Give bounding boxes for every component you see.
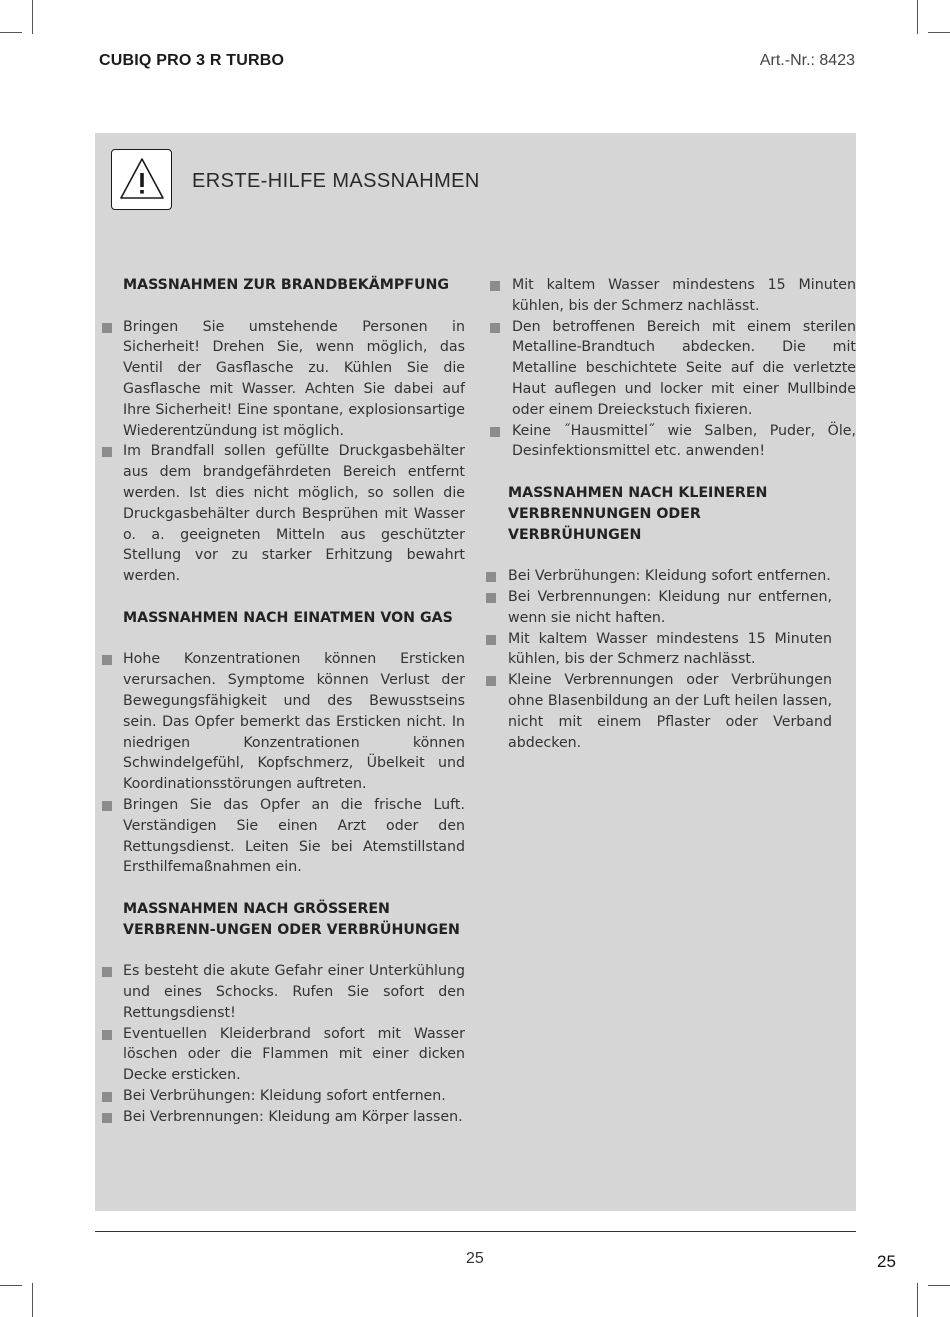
- square-bullet-icon: [486, 572, 496, 582]
- section-heading: MASSNAHMEN NACH GRÖSSEREN VERBRENN-UNGEN ODER VERBRÜHUNGEN: [123, 900, 460, 938]
- square-bullet-icon: [490, 281, 500, 291]
- article-number: Art.-Nr.: 8423: [759, 52, 855, 69]
- left-column: [123, 275, 465, 1148]
- square-bullet-icon: [102, 447, 112, 457]
- list-item: Bei Verbrühungen: Kleidung sofort entfernen.: [488, 566, 832, 587]
- section-minor-burns: [488, 483, 856, 753]
- square-bullet-icon: [102, 323, 112, 333]
- list-item: Im Brandfall sollen gefüllte Druckgasbehälter aus dem brandgefährdeten Bereich entfernt werden. Ist dies nicht möglich, so sollen die Druckgasbehälter durch Besprühen mit Wasser o. a. geeigneten Mitteln aus geschützter Stellung vor zu starker Erhitzung bewahrt werden.: [123, 441, 465, 587]
- footer-divider: [95, 1231, 856, 1232]
- section-major-burns: [123, 899, 465, 1128]
- section-major-burns-continued: [488, 275, 856, 462]
- square-bullet-icon: [102, 1092, 112, 1102]
- list-item: Mit kaltem Wasser mindestens 15 Minuten kühlen, bis der Schmerz nachlässt.: [488, 275, 856, 317]
- list-item: Hohe Konzentrationen können Ersticken verursachen. Symptome können Verlust der Bewegungsfähigkeit und des Bewusstseins sein. Das Opfer bemerkt das Ersticken nicht. In niedrigen Konzentrationen können Schwindelgefühl, Kopfschmerz, Übelkeit und Koordinationsstörungen auftreten.: [123, 649, 465, 795]
- list-item: Bei Verbrennungen: Kleidung nur entfernen, wenn sie nicht haften.: [488, 587, 832, 629]
- square-bullet-icon: [486, 676, 496, 686]
- right-column: [488, 275, 856, 774]
- list-item: Es besteht die akute Gefahr einer Unterkühlung und eines Schocks. Rufen Sie sofort den Rettungsdienst!: [123, 961, 465, 1023]
- crop-mark: [0, 1285, 22, 1286]
- list-item: Keine ˝Hausmittel˝ wie Salben, Puder, Öle, Desinfektionsmittel etc. anwenden!: [488, 421, 856, 463]
- section-heading: MASSNAHMEN ZUR BRANDBEKÄMPFUNG: [123, 277, 450, 293]
- section-heading: MASSNAHMEN NACH KLEINEREN VERBRENNUNGEN ODER VERBRÜHUNGEN: [508, 484, 768, 543]
- square-bullet-icon: [102, 1030, 112, 1040]
- square-bullet-icon: [102, 801, 112, 811]
- warning-triangle-icon: [118, 155, 166, 203]
- square-bullet-icon: [102, 1113, 112, 1123]
- crop-mark: [32, 1283, 33, 1317]
- section-fire-fighting: [123, 275, 465, 587]
- crop-mark: [32, 0, 33, 34]
- square-bullet-icon: [486, 635, 496, 645]
- product-name: CUBIQ PRO 3 R TURBO: [99, 52, 285, 69]
- warning-box: [111, 149, 172, 210]
- list-item: Bei Verbrühungen: Kleidung sofort entfernen.: [123, 1086, 465, 1107]
- square-bullet-icon: [102, 655, 112, 665]
- first-aid-panel: [95, 133, 856, 1211]
- crop-mark: [917, 1283, 918, 1317]
- list-item: Eventuellen Kleiderbrand sofort mit Wasser löschen oder die Flammen mit einer dicken Decke ersticken.: [123, 1024, 465, 1086]
- list-item: Bringen Sie umstehende Personen in Sicherheit! Drehen Sie, wenn möglich, das Ventil der Gasflasche zu. Kühlen Sie die Gasflasche mit Wasser. Achten Sie dabei auf Ihre Sicherheit! Eine spontane, explosionsartige Wiederentzündung ist möglich.: [123, 317, 465, 442]
- list-item: Den betroffenen Bereich mit einem sterilen Metalline-Brandtuch abdecken. Die mit Metalline beschichtete Seite auf die verletzte Haut auflegen und locker mit einer Mullbinde oder einem Dreieckstuch fixieren.: [488, 317, 856, 421]
- crop-mark: [928, 32, 950, 33]
- page-number: 25: [466, 1250, 484, 1267]
- list-item: Mit kaltem Wasser mindestens 15 Minuten kühlen, bis der Schmerz nachlässt.: [488, 629, 832, 671]
- square-bullet-icon: [102, 967, 112, 977]
- list-item: Bei Verbrennungen: Kleidung am Körper lassen.: [123, 1107, 465, 1128]
- crop-mark: [917, 0, 918, 34]
- square-bullet-icon: [486, 593, 496, 603]
- panel-title: ERSTE-HILFE MASSNAHMEN: [192, 170, 480, 192]
- crop-mark: [0, 32, 22, 33]
- crop-mark: [928, 1285, 950, 1286]
- section-gas-inhalation: [123, 608, 465, 878]
- square-bullet-icon: [490, 427, 500, 437]
- list-item: Bringen Sie das Opfer an die frische Luft. Verständigen Sie einen Arzt oder den Rettungsdienst. Leiten Sie bei Atemstillstand Ersthilfemaßnahmen ein.: [123, 795, 465, 878]
- list-item: Kleine Verbrennungen oder Verbrühungen ohne Blasenbildung an der Luft heilen lassen, nicht mit einem Pflaster oder Verband abdecken.: [488, 670, 832, 753]
- section-heading: MASSNAHMEN NACH EINATMEN VON GAS: [123, 609, 453, 626]
- page-number-outer: 25: [877, 1252, 896, 1271]
- square-bullet-icon: [490, 323, 500, 333]
